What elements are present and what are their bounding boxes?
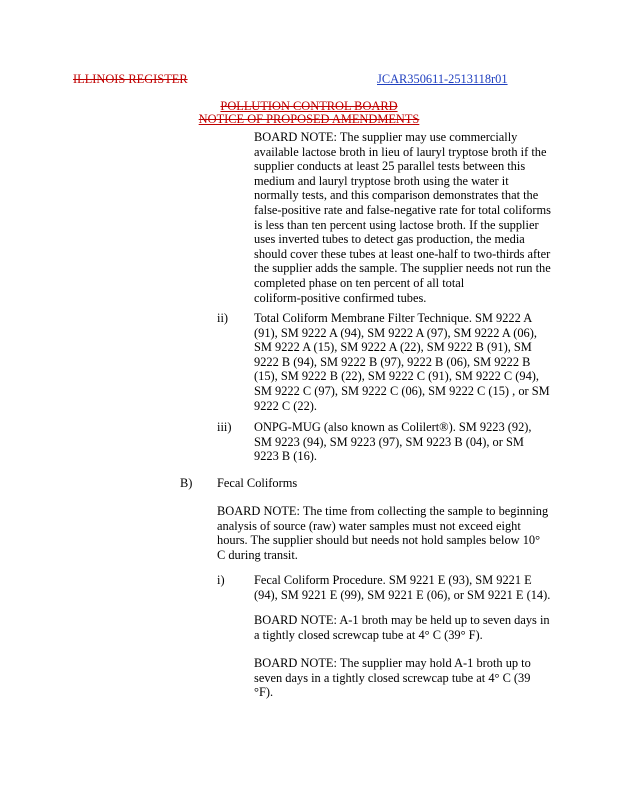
- text-line: the supplier adds the sample. The supplier needs not run the: [254, 261, 551, 276]
- text-line: SM 9222 A (15), SM 9222 A (22), SM 9222 B (91), SM: [254, 340, 532, 355]
- agency-title: POLLUTION CONTROL BOARD: [220, 99, 398, 113]
- text-line: medium and lauryl tryptose broth using the water it: [254, 173, 509, 188]
- text-line: hours. The supplier should but needs not hold samples below 10°: [217, 533, 541, 548]
- text-line: 9223 B (16).: [254, 449, 317, 464]
- section-b-title: Fecal Coliforms: [217, 476, 298, 490]
- text-line: (94), SM 9221 E (99), SM 9221 E (06), or SM 9221 E (14).: [254, 587, 551, 602]
- text-line: completed phase on ten percent of all total: [254, 275, 465, 290]
- text-line: normally tests, and this comparison demonstrates that the: [254, 188, 539, 203]
- text-line: (91), SM 9222 A (94), SM 9222 A (97), SM 9222 A (06),: [254, 325, 537, 340]
- text-line: false-positive rate and false-negative rate for total coliforms: [254, 202, 551, 217]
- notice-title: NOTICE OF PROPOSED AMENDMENTS: [198, 112, 420, 126]
- board-note-transit: [217, 504, 597, 562]
- text-line: BOARD NOTE: The supplier may hold A-1 broth up to: [254, 656, 531, 670]
- text-line: °F).: [254, 685, 274, 700]
- item-i-label: i): [217, 573, 225, 587]
- text-line: ONPG-MUG (also known as Colilert®). SM 9223 (92),: [254, 420, 532, 434]
- item-i-text: [254, 573, 599, 602]
- item-ii-text: [254, 311, 594, 413]
- text-line: SM 9222 C (97), SM 9222 C (06), SM 9222 C (15) , or SM: [254, 383, 550, 398]
- text-line: seven days in a tightly closed screwcap tube at 4° C (39: [254, 670, 531, 685]
- text-line: BOARD NOTE: The time from collecting the sample to beginning: [217, 504, 549, 518]
- jcar-code-link[interactable]: JCAR350611-2513118r01: [377, 72, 508, 86]
- text-line: Fecal Coliform Procedure. SM 9221 E (93), SM 9221 E: [254, 573, 532, 587]
- text-line: BOARD NOTE: The supplier may use commercially: [254, 130, 518, 144]
- board-note-supplier-hold: [254, 656, 594, 700]
- text-line: coliform-positive confirmed tubes.: [254, 290, 427, 305]
- item-iii-label: iii): [217, 420, 232, 434]
- text-line: (15), SM 9222 B (22), SM 9222 C (91), SM 9222 C (94),: [254, 369, 539, 384]
- section-b-label: B): [180, 476, 193, 490]
- text-line: is less than ten percent using lactose broth. If the supplier: [254, 217, 539, 232]
- text-line: uses inverted tubes to detect gas production, the media: [254, 232, 525, 247]
- agency-heading: [0, 100, 618, 126]
- text-line: a tightly closed screwcap tube at 4° C (39° F).: [254, 627, 483, 642]
- board-note-a1-broth: [254, 613, 594, 642]
- text-line: supplier conducts at least 25 parallel tests between this: [254, 159, 526, 174]
- text-line: C during transit.: [217, 547, 298, 562]
- text-line: available lactose broth in lieu of lauryl tryptose broth if the: [254, 144, 547, 159]
- item-ii-label: ii): [217, 311, 229, 325]
- text-line: SM 9223 (94), SM 9223 (97), SM 9223 B (04), or SM: [254, 434, 524, 449]
- item-iii-text: [254, 420, 594, 464]
- board-note-lactose: [254, 130, 594, 305]
- register-header: ILLINOIS REGISTER: [73, 72, 188, 86]
- text-line: analysis of source (raw) water samples must not exceed eight: [217, 518, 521, 533]
- text-line: 9222 C (22).: [254, 398, 317, 413]
- text-line: Total Coliform Membrane Filter Technique. SM 9222 A: [254, 311, 533, 325]
- text-line: should cover these tubes at least one-half to two-thirds after: [254, 246, 551, 261]
- text-line: 9222 B (94), SM 9222 B (97), 9222 B (06), SM 9222 B: [254, 354, 531, 369]
- text-line: BOARD NOTE: A-1 broth may be held up to seven days in: [254, 613, 550, 627]
